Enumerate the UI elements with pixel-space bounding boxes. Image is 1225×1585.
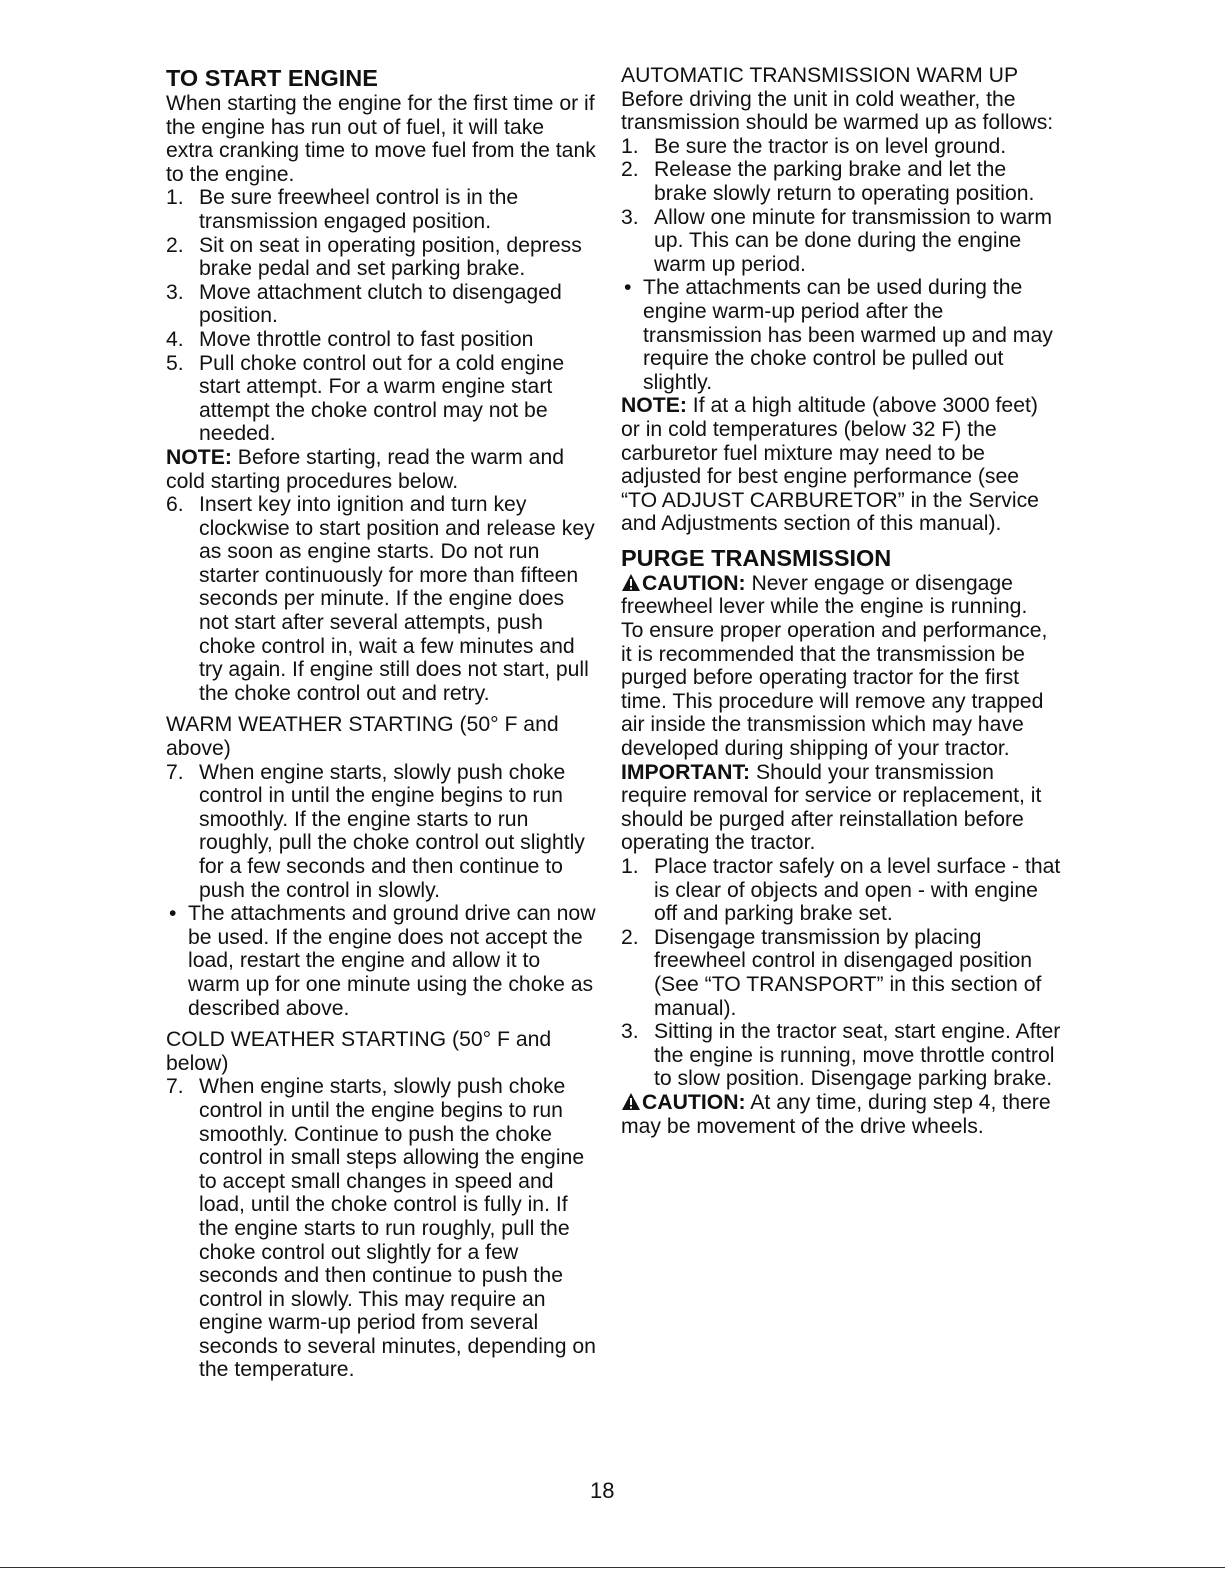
step-number: 1.: [621, 855, 639, 878]
right-column: [621, 64, 1061, 1138]
step-text: Disengage transmission by placing freewheel control in disengaged position (See “TO TRANSPORT” in this section of manual).: [654, 925, 1042, 1020]
step-text: When engine starts, slowly push choke control in until the engine begins to run smoothly. If the engine starts to run roughly, pull the choke control out slightly for a few seconds and then continue to push the control in slowly.: [199, 760, 585, 902]
step-number: 2.: [621, 158, 639, 182]
start-step-5: [166, 352, 596, 446]
caution-freewheel: [621, 572, 1061, 619]
step-number: 6.: [166, 493, 184, 517]
step-number: 2.: [166, 233, 184, 257]
cold-step-7: [166, 1075, 596, 1382]
warmup-heading: AUTOMATIC TRANSMISSION WARM UP: [621, 64, 1019, 87]
step-text: Move throttle control to fast position: [199, 327, 534, 351]
warmup-step-3: [621, 206, 1061, 277]
step-text: When engine starts, slowly push choke control in until the engine begins to run smoothly. Continue to push the choke control in small steps allowing the engine to accept small changes in speed and load, until the choke control is fully in. If the engine starts to run roughly, pull the choke control out slightly for a few seconds and then continue to push the control in slowly. This may require an engine warm-up period from several seconds to several minutes, depending on the temperature.: [199, 1075, 596, 1382]
step-number: 1.: [621, 134, 639, 158]
start-note: [166, 446, 596, 493]
step-number: 7.: [166, 760, 184, 784]
caution-label: CAUTION:: [642, 1090, 746, 1114]
important-text: Should your transmission require removal for service or replacement, it should be purged after reinstallation before operating the tractor.: [621, 760, 1042, 855]
warning-triangle-icon: [621, 1092, 641, 1111]
step-number: 4.: [166, 327, 184, 351]
step-text: Move attachment clutch to disengaged position.: [199, 280, 562, 328]
purge-step-2: [621, 926, 1061, 1020]
warm-weather-heading: WARM WEATHER STARTING (50° F and above): [166, 713, 559, 761]
note-text: Before starting, read the warm and cold starting procedures below.: [166, 445, 565, 493]
page-number: 18: [590, 1478, 615, 1503]
note-label: NOTE:: [621, 394, 687, 418]
step-text: Allow one minute for transmission to warm up. This can be done during the engine warm up period.: [654, 205, 1053, 276]
important-note: [621, 761, 1061, 855]
warm-bullet: [166, 902, 596, 1020]
left-column: [166, 64, 596, 1382]
step-number: 3.: [166, 280, 184, 304]
caution-text: At any time, during step 4, there may be movement of the drive wheels.: [621, 1090, 1051, 1138]
step-number: 1.: [166, 186, 184, 210]
cold-weather-heading: COLD WEATHER STARTING (50° F and below): [166, 1028, 552, 1075]
step-number: 3.: [621, 205, 639, 229]
note-label: NOTE:: [166, 445, 232, 469]
bullet-dot: •: [624, 276, 632, 300]
altitude-note: [621, 394, 1061, 536]
start-step-1: [166, 186, 596, 233]
step-text: Insert key into ignition and turn key clockwise to start position and release key as soon as engine starts. Do not run starter continuously for more than fifteen seconds per minute. If the engine does not start after several attempts, push choke control in, wait a few minutes and try again. If engine still does not start, pull the choke control out and retry.: [199, 493, 595, 705]
note-text: If at a high altitude (above 3000 feet) or in cold temperatures (below 32 F) the carburetor fuel mixture may need to be adjusted for best engine performance (see “TO ADJUST CARBURETOR” in the Service and Adjustments section of this manual).: [621, 394, 1039, 536]
warning-triangle-icon: [621, 573, 641, 592]
warmup-bullet: [621, 276, 1061, 394]
step-text: Sit on seat in operating position, depress brake pedal and set parking brake.: [199, 233, 582, 281]
bullet-text: The attachments can be used during the engine warm-up period after the transmission has been warmed up and may require the choke control be pulled out slightly.: [643, 276, 1053, 394]
caution-text: Never engage or disengage freewheel lever while the engine is running.: [621, 571, 1028, 619]
purge-step-3: [621, 1020, 1061, 1091]
step-number: 5.: [166, 351, 184, 375]
step-number: 2.: [621, 925, 639, 949]
caution-drive-wheels: [621, 1091, 1061, 1138]
step-text: Release the parking brake and let the brake slowly return to operating position.: [654, 158, 1035, 205]
step-text: Sitting in the tractor seat, start engine. After the engine is running, move throttle control to slow position. Disengage parking brake.: [654, 1020, 1061, 1091]
bullet-text: The attachments and ground drive can now be used. If the engine does not accept the load, restart the engine and allow it to warm up for one minute using the choke as described above.: [188, 902, 596, 1020]
section-heading-purge: PURGE TRANSMISSION: [621, 544, 892, 571]
warmup-step-1: [621, 135, 1061, 159]
start-step-4: [166, 328, 596, 352]
section-heading-start-engine: TO START ENGINE: [166, 65, 378, 91]
step-text: Be sure the tractor is on level ground.: [654, 134, 1007, 158]
step-text: Be sure freewheel control is in the transmission engaged position.: [199, 186, 519, 233]
important-label: IMPORTANT:: [621, 760, 751, 784]
purge-step-1: [621, 855, 1061, 926]
step-number: 7.: [166, 1075, 184, 1099]
start-engine-intro: When starting the engine for the first time or if the engine has run out of fuel, it will take extra cranking time to move fuel from the tank to the engine.: [166, 92, 596, 186]
bullet-dot: •: [169, 902, 177, 926]
step-text: Place tractor safely on a level surface - that is clear of objects and open - with engine off and parking brake set.: [654, 855, 1061, 926]
purge-intro: To ensure proper operation and performance, it is recommended that the transmission be purged before operating tractor for the first time. This procedure will remove any trapped air inside the transmission which may have developed during shipping of your tractor.: [621, 619, 1048, 761]
start-step-6: [166, 493, 596, 705]
caution-label: CAUTION:: [642, 571, 746, 595]
warm-step-7: [166, 761, 596, 903]
bottom-rule: [0, 1567, 1225, 1568]
warmup-step-2: [621, 158, 1061, 205]
step-text: Pull choke control out for a cold engine start attempt. For a warm engine start attempt the choke control may not be needed.: [199, 351, 565, 446]
start-step-2: [166, 234, 596, 281]
start-step-3: [166, 281, 596, 328]
step-number: 3.: [621, 1020, 639, 1044]
warmup-intro: Before driving the unit in cold weather, the transmission should be warmed up as follows:: [621, 87, 1054, 135]
